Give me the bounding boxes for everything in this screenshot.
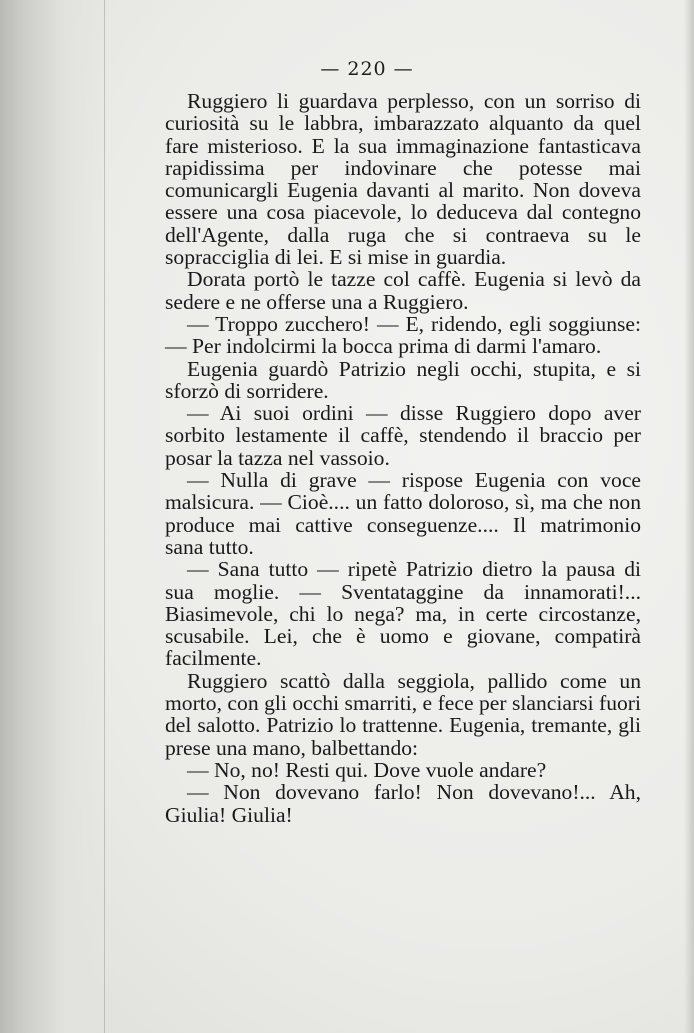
page-edge-line <box>104 0 105 1033</box>
paragraph-10: — Non dovevano farlo! Non dovevano!... Ah, Giulia! Giulia! <box>165 780 641 827</box>
paragraph-2: Dorata portò le tazze col caffè. Eugenia si levò da sedere e ne offerse una a Ruggiero. <box>165 267 641 314</box>
paragraph-7: — Sana tutto — ripetè Patrizio dietro la pausa di sua moglie. — Sventataggine da innamorati!... Biasimevole, chi lo nega? ma, in certe circostanze, scusabile. Lei, che è uomo e giovane, compatirà facilmente. <box>165 557 641 671</box>
paragraph-6: — Nulla di grave — rispose Eugenia con voce malsicura. — Cioè.... un fatto doloroso, sì, ma che non produce mai cattive conseguenze.... Il matrimonio sana tutto. <box>165 468 641 559</box>
spine-shadow <box>0 0 110 1033</box>
page-number: — 220 — <box>320 58 414 80</box>
paragraph-5: — Ai suoi ordini — disse Ruggiero dopo aver sorbito lestamente il caffè, stendendo il braccio per posar la tazza nel vassoio. <box>165 401 641 470</box>
paragraph-9: — No, no! Resti qui. Dove vuole andare? <box>187 757 547 782</box>
right-page-edge <box>684 0 694 1033</box>
paragraph-3: — Troppo zucchero! — E, ridendo, egli soggiunse: — Per indolcirmi la bocca prima di darmi l'amaro. <box>165 311 641 359</box>
paragraph-8: Ruggiero scattò dalla seggiola, pallido come un morto, con gli occhi smarriti, e fece per slanciarsi fuori del salotto. Patrizio lo trattenne. Eugenia, tremante, gli prese una mano, balbettando: <box>165 668 641 760</box>
paragraph-4: Eugenia guardò Patrizio negli occhi, stupita, e si sforzò di sorridere. <box>165 356 641 403</box>
body-text <box>165 90 641 826</box>
paragraph-1: Ruggiero li guardava perplesso, con un sorriso di curiosità su le labbra, imbarazzato alquanto da quel fare misterioso. E la sua immaginazione fantasticava rapidissima per indovinare che potesse mai comunicargli Eugenia davanti al marito. Non doveva essere una cosa piacevole, lo deduceva dal contegno dell'Agente, dalla ruga che si contraeva su le sopracciglia di lei. E si mise in guardia. <box>165 89 641 270</box>
